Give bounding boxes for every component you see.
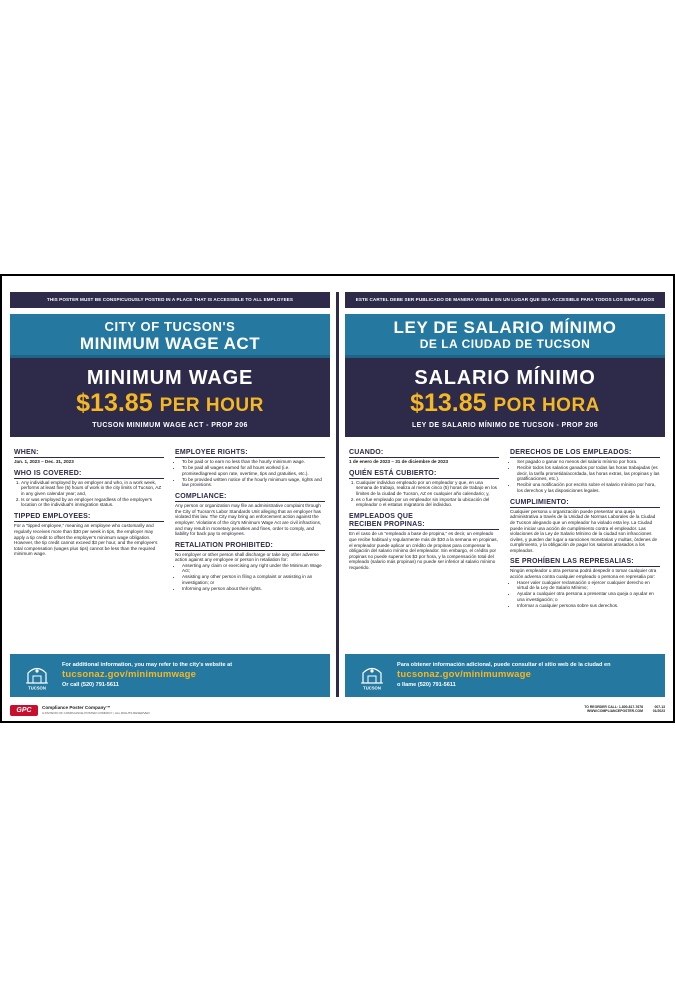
- title-band: [10, 314, 330, 358]
- website-link[interactable]: tucsonaz.gov/minimumwage: [397, 669, 532, 680]
- spanish-panel: [345, 292, 665, 697]
- posting-notice: ESTE CARTEL DEBE SER PUBLICADO DE MANERA VISIBLE EN UN LUGAR QUE SEA ACCESIBLE PARA TODOS LOS EMPLEADOS: [345, 292, 665, 308]
- footer-line: Para obtener información adicional, puede consultar el sitio web de la ciudad en: [397, 662, 611, 668]
- list-item: 2. Is or was employed by an employer regardless of the employer's location or the individual's immigration status.: [21, 497, 164, 508]
- tucson-logo-icon: [359, 661, 385, 691]
- compliance-text: Cualquier persona u organización puede presentar una queja administrativa a través de la Unidad de Normas Laborales de la Ciudad de Tucson alegando que un empleador ha violado esta ley. La Ciudad puede iniciar una acción de cumplimiento contra el empleador. Las violaciones de la Ley de Salario Mínimo de la ciudad son infracciones civiles, y pueden dar lugar a sanciones monetarias y multas, órdenes de cumplimiento, y la obligación de pagar los salarios atrasados a los empleados.: [510, 508, 658, 553]
- wage-band: [345, 358, 665, 437]
- posting-notice: THIS POSTER MUST BE CONSPICUOUSLY POSTED IN A PLACE THAT IS ACCESSIBLE TO ALL EMPLOYEES: [10, 292, 330, 308]
- reorder-info: [584, 705, 643, 713]
- panel-divider: [336, 292, 339, 697]
- english-panel: [10, 292, 330, 697]
- section-heading: COMPLIANCE:: [175, 493, 227, 501]
- divider: [349, 529, 499, 530]
- divider: [510, 566, 660, 567]
- wage-subtitle: LEY DE SALARIO MÍNIMO DE TUCSON - PROP 206: [411, 422, 599, 429]
- list-item: • Recibir una notificación por escrito sobre el salario mínimo por hora, los derechos y las disposiciones legales.: [517, 482, 660, 493]
- divider: [510, 507, 660, 508]
- wage-amount: $13.85: [410, 389, 487, 417]
- compliance-text: Any person or organization may file an administrative complaint through the City of Tucson's Labor Standards Unit alleging that an employer has violated this law. The City may bring an enforcement action against the employer. Violations of the city's Minimum Wage Act are civil infractions, and may result in monetary penalties and fines, order to comply, and liability for back pay to employees.: [175, 503, 322, 537]
- divider: [14, 457, 164, 458]
- column-left: [14, 449, 164, 557]
- title-line-1: CITY OF TUCSON'S: [104, 319, 236, 334]
- website-link[interactable]: tucsonaz.gov/minimumwage: [62, 669, 197, 680]
- column-left: [349, 449, 499, 571]
- logo-text: TUCSON: [28, 685, 46, 691]
- list-item: 1. Any individual employed by an employer and who, in a work week, performs at least five (5) hours of work in the city limits of Tucson, AZ in any given calendar year; and,: [21, 480, 164, 497]
- section-heading: WHEN:: [14, 449, 39, 456]
- when-text: 1 de enero de 2023 – 31 de diciembre de 2023: [349, 459, 449, 464]
- list-item: 2. es o fue empleado por un empleador sin importar la ubicación del empleador o el estatus migratorio del individuo.: [356, 497, 499, 508]
- rights-list: [175, 459, 325, 488]
- footer-band: [10, 654, 330, 697]
- gpc-logo: GPC: [10, 705, 38, 716]
- column-right: [175, 449, 325, 592]
- section-heading: RETALIATION PROHIBITED:: [175, 541, 274, 549]
- list-item: • To be paid or to earn no less than the hourly minimum wage.: [182, 459, 325, 465]
- section-heading: DERECHOS DE LOS EMPLEADOS:: [510, 449, 632, 456]
- rights-list: [510, 459, 660, 493]
- company-name: Compliance Poster Company™: [42, 705, 111, 710]
- list-item: • Asserting any claim or exercising any right under the Minimum Wage Act;: [182, 563, 325, 574]
- logo-text: TUCSON: [363, 685, 381, 691]
- list-item: • To be paid all wages earned for all hours worked (i.e. promised/agreed upon rate, overtime, tips and gratuities, etc.).: [182, 465, 325, 476]
- section-heading: TIPPED EMPLOYEES:: [14, 513, 91, 521]
- divider: [510, 457, 660, 458]
- list-item: • Hacer valer cualquier reclamación o ejercer cualquier derecho en virtud de la Ley de Salario Mínimo;: [517, 580, 660, 591]
- list-item: • Assisting any other person in filing a complaint or assisting in an investigation; or: [182, 574, 325, 585]
- section-heading: RECIBEN PROPINAS:: [349, 521, 425, 529]
- divider: [175, 457, 325, 458]
- phone-number: Or call (520) 791-5611: [62, 682, 119, 688]
- reorder-phone: TO REORDER CALL: 1-800-817-7678: [584, 705, 643, 709]
- phone-number: o llame (520) 791-5611: [397, 682, 456, 688]
- section-heading: EMPLOYEE RIGHTS:: [175, 449, 248, 456]
- list-item: • Informing any person about their rights.: [182, 586, 325, 592]
- divider: [14, 478, 164, 479]
- list-item: • To be provided written notice of the hourly minimum wage, rights and law provisions.: [182, 477, 325, 488]
- section-heading: WHO IS COVERED:: [14, 469, 82, 477]
- covered-list: [349, 480, 499, 508]
- reorder-website: WWW.COMPLIANCEPOSTER.COM: [587, 709, 643, 714]
- list-item: 1. Cualquier individuo empleado por un empleador y que, en una semana de trabajo, realiza al menos cinco (5) horas de trabajo en los límites de la ciudad de Tucson, AZ en cualquier año calendario; y,: [356, 480, 499, 497]
- wage-unit: PER HOUR: [159, 395, 264, 416]
- poster-code-date: 01/2023: [652, 709, 665, 714]
- section-heading: CUANDO:: [349, 449, 384, 456]
- title-line-1: LEY DE SALARIO MÍNIMO: [393, 318, 617, 337]
- poster-content: [10, 292, 665, 697]
- title-line-2: MINIMUM WAGE ACT: [79, 334, 261, 353]
- retaliation-text: No employer or other person shall discharge or take any other adverse action against any employee or person in retaliation for:: [175, 551, 319, 563]
- tipped-text: En el caso de un “empleado a base de propina,” es decir, un empleado que recibe habitual y regularmente más de $30 a la semana en propinas, el empleador puede aplicar un crédito de propinas para compensar la obligación del salario mínimo del empleador. Sin embargo, el crédito por propinas no puede superar los $3 por hora, y la compensación total del empleado (salario más propinas) no puede ser inferior al salario mínimo requerido.: [349, 531, 498, 570]
- wage-amount: $13.85: [76, 389, 153, 417]
- list-item: • Recibir todos los salarios ganados por todas las horas trabajadas (es decir, la tarifa prometida/acordada, las horas extras, las propinas y las gratificaciones, etc.).: [517, 465, 660, 482]
- section-heading: QUIÉN ESTÁ CUBIERTO:: [349, 469, 437, 477]
- wage-subtitle: TUCSON MINIMUM WAGE ACT - PROP 206: [92, 422, 248, 429]
- poster-code: [653, 705, 665, 713]
- wage-band: [10, 358, 330, 437]
- poster-code-number: 007-13: [654, 705, 665, 709]
- column-right: [510, 449, 660, 609]
- footer-info: [62, 661, 324, 689]
- divider: [14, 521, 164, 522]
- covered-list: [14, 480, 164, 508]
- footer-line: For additional information, you may refer to the city's website at: [62, 662, 233, 668]
- when-text: Jan. 1, 2023 – Dec. 31, 2023: [14, 459, 74, 464]
- title-line-2: DE LA CIUDAD DE TUCSON: [419, 337, 591, 351]
- retaliation-list: [510, 580, 660, 609]
- list-item: • Informar a cualquier persona sobre sus derechos.: [517, 603, 660, 609]
- section-heading: SE PROHÍBEN LAS REPRESALIAS:: [510, 558, 634, 566]
- wage-unit: POR HORA: [493, 395, 600, 416]
- wage-rate: [345, 389, 665, 420]
- divider: [349, 478, 499, 479]
- tucson-logo-icon: [24, 661, 50, 691]
- wage-heading: MINIMUM WAGE: [86, 367, 254, 389]
- poster: [0, 274, 675, 723]
- retaliation-text: Ningún empleador u otra persona podrá despedir o tomar cualquier otra acción adversa contra cualquier empleado o persona en represalia por:: [510, 568, 657, 580]
- body-columns: [349, 449, 663, 644]
- section-heading: EMPLEADOS QUE: [349, 513, 414, 521]
- divider: [175, 501, 325, 502]
- body-columns: [14, 449, 328, 644]
- tipped-text: For a “tipped employee,” meaning an employee who customarily and regularly receives more than $30 per week in tips, the employer may apply a tip credit to offset the employer's minimum wage obligation. However, the tip credit cannot exceed $3 per hour, and the employee's total compensation (wages plus tips) cannot be less than the required minimum wage.: [14, 523, 158, 557]
- wage-rate: [10, 389, 330, 420]
- section-heading: CUMPLIMIENTO:: [510, 498, 569, 506]
- publisher-bar: [10, 704, 665, 718]
- company-subtitle: A DIVISION OF COMPLIANCE POSTER COMPANY • ALL RIGHTS RESERVED: [42, 711, 150, 715]
- list-item: • Ayudar a cualquier otra persona a presentar una queja o ayudar en una investigación; o: [517, 591, 660, 602]
- title-band: [345, 314, 665, 358]
- retaliation-list: [175, 563, 325, 592]
- footer-band: [345, 654, 665, 697]
- footer-info: [397, 661, 659, 689]
- divider: [349, 457, 499, 458]
- divider: [175, 550, 325, 551]
- list-item: • Ser pagado o ganar no menos del salario mínimo por hora.: [517, 459, 660, 465]
- wage-heading: SALARIO MÍNIMO: [414, 367, 596, 389]
